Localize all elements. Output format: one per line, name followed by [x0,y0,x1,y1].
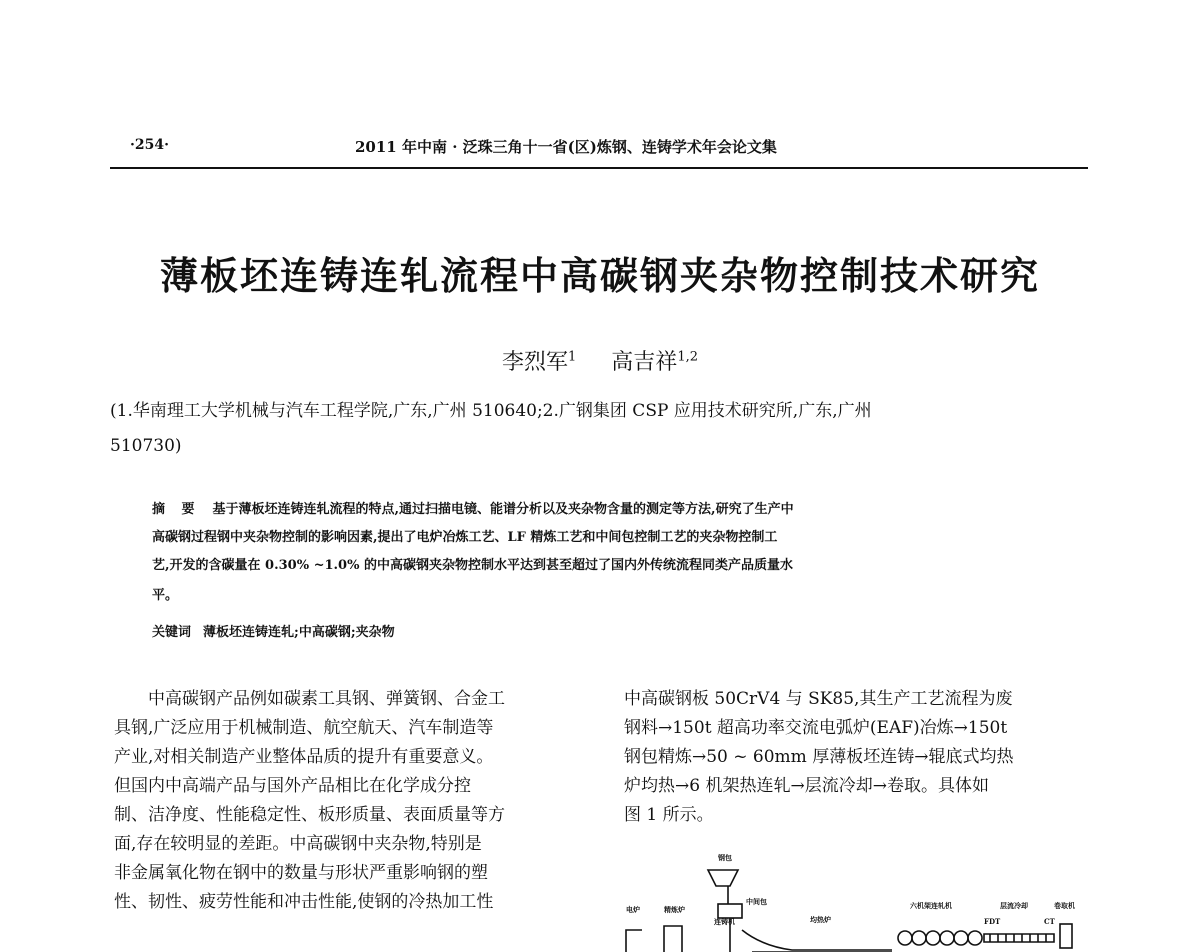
author-name: 高吉祥 [611,350,678,375]
abstract-line [152,498,794,517]
figure-label: 均热炉 [810,915,831,924]
ladle-furnace-shape [664,926,682,952]
cooling-table [984,934,1054,942]
eaf-shape [626,930,642,952]
body-line: 产业,对相关制造产业整体品质的提升有重要意义。 [114,747,494,767]
figure-label: 钢包 [718,853,732,862]
coiler-shape [1060,924,1072,948]
body-line: 炉均热→6 机架热连轧→层流冷却→卷取。具体如 [624,776,989,796]
process-flow-figure [622,846,1088,952]
affiliation-line: (1.华南理工大学机械与汽车工程学院,广东,广州 510640;2.广钢集团 CSP 应用技术研究所,广东,广州 [110,401,872,421]
abstract-line: 平。 [152,588,179,603]
running-title: 2011 年中南 · 泛珠三角十一省(区)炼钢、连铸学术年会论文集 [355,138,777,156]
abstract-label: 摘 要 [152,502,201,517]
figure-label: 卷取机 [1054,901,1075,910]
body-line: 中高碳钢产品例如碳素工具钢、弹簧钢、合金工 [148,689,505,709]
author-affil-mark: 1,2 [677,349,698,365]
caster-strand [742,930,892,950]
body-line: 具钢,广泛应用于机械制造、航空航天、汽车制造等 [114,718,494,738]
affiliation-line: 510730) [110,436,182,456]
keywords-line [152,621,395,640]
keywords-text: 薄板坯连铸连轧;中高碳钢;夹杂物 [203,625,395,640]
paper-title: 薄板坯连铸连轧流程中高碳钢夹杂物控制技术研究 [159,254,1040,298]
page-number: ·254· [130,137,169,153]
abstract-text: 基于薄板坯连铸连轧流程的特点,通过扫描电镜、能谱分析以及夹杂物含量的测定等方法,研究了生产中 [212,502,794,517]
figure-label: 中间包 [746,897,767,906]
body-line: 图 1 所示。 [624,805,714,825]
tundish-shape [718,904,742,918]
author-line [0,345,1200,376]
body-line: 面,存在较明显的差距。中高碳钢中夹杂物,特别是 [114,834,482,854]
author-affil-mark: 1 [568,349,577,365]
figure-label: 连铸机 [714,917,735,926]
keywords-label: 关键词 [152,625,192,640]
body-line: 中高碳钢板 50CrV4 与 SK85,其生产工艺流程为废 [624,689,1013,709]
figure-label: 六机架连轧机 [910,901,952,910]
author-name: 李烈军 [502,350,569,375]
figure-label: 电炉 [626,905,640,914]
body-line: 性、韧性、疲劳性能和冲击性能,使钢的冷热加工性 [114,892,494,912]
figure-label: FDT [984,917,1001,926]
abstract-line: 艺,开发的含碳量在 0.30% ~1.0% 的中高碳钢夹杂物控制水平达到甚至超过了国内外传统流程同类产品质量水 [152,558,793,573]
header-rule [110,167,1088,169]
abstract-line: 高碳钢过程钢中夹杂物控制的影响因素,提出了电炉冶炼工艺、LF 精炼工艺和中间包控制工艺的夹杂物控制工 [152,530,778,545]
body-line: 制、洁净度、性能稳定性、板形质量、表面质量等方 [114,805,505,825]
body-line: 钢料→150t 超高功率交流电弧炉(EAF)冶炼→150t [624,718,1008,738]
body-line: 钢包精炼→50 ~ 60mm 厚薄板坯连铸→辊底式均热 [624,747,1014,767]
figure-label: 精炼炉 [664,905,685,914]
body-line: 非金属氧化物在钢中的数量与形状严重影响钢的塑 [114,863,488,883]
ladle-shape [708,870,738,886]
body-line: 但国内中高端产品与国外产品相比在化学成分控 [114,776,471,796]
figure-label: 层流冷却 [1000,901,1028,910]
figure-label: CT [1044,917,1055,926]
